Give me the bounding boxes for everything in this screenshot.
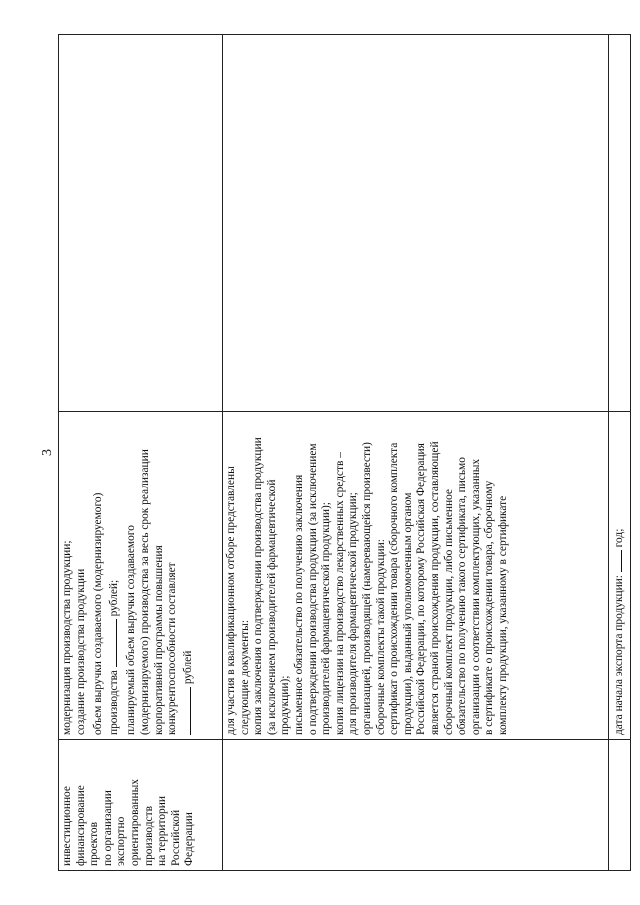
category-line: проектов (88, 822, 101, 866)
condition-line: объем выручки создаваемого (модернизируемого) (92, 492, 105, 735)
condition-line (180, 416, 196, 735)
document-line: является страной происхождения продукции, составляющей (428, 441, 441, 735)
condition-line: планируемый объем выручки создаваемого (125, 525, 138, 735)
blank-field (180, 687, 191, 735)
document-line: следующие документы: (238, 620, 251, 735)
document-line: продукции); (279, 675, 292, 735)
condition-text: рублей (181, 650, 194, 685)
condition-text: производства (107, 670, 120, 735)
category-line: ориентированных (128, 779, 141, 866)
empty-cell (609, 35, 631, 412)
category-line: по организации (101, 790, 114, 866)
condition-line: модернизация производства продукции; (61, 540, 73, 735)
export-date-cell (609, 412, 631, 740)
document-line: организации о соответствии комплектующих, указанных (469, 458, 482, 735)
export-date-suffix: год; (613, 528, 625, 548)
condition-line: (модернизируемого) производства за весь срок реализации (138, 449, 151, 735)
table-row (223, 35, 609, 871)
document-line: комплекту продукции, указанному в сертификате (496, 495, 509, 735)
document-line: сертификат о происхождении товара (сборочного комплекта (388, 442, 401, 735)
category-line: производств (142, 806, 155, 866)
document-line: производителей фармацевтической продукции); (320, 502, 333, 735)
condition-text: рублей; (107, 579, 120, 617)
document-line: в сертификате о происхождении товара, сборочному (483, 480, 496, 735)
conditions-cell (59, 412, 223, 740)
category-line: экспортно (115, 816, 128, 866)
category-line: финансирование (74, 785, 87, 866)
empty-cell (223, 35, 609, 412)
condition-line: корпоративной программы повышения (152, 545, 165, 735)
document-line: для участия в квалификационном отборе представлены (225, 466, 237, 735)
document-line: сборочный комплект продукции, либо письменное (442, 489, 455, 735)
document-line: (за исключением производителей фармацевтической (265, 479, 278, 735)
category-line: Российской (169, 809, 182, 866)
category-line: на территории (156, 796, 169, 866)
condition-line (106, 416, 122, 735)
document-line: копия лицензии на производство лекарственных средств – (333, 452, 346, 735)
blank-field (106, 619, 117, 667)
document-line: Российской Федерации, по которому Российская Федерация (415, 443, 428, 735)
condition-line: конкурентоспособности составляет (166, 562, 179, 735)
empty-cell (609, 740, 631, 871)
document-line: для производителя фармацевтической продукции; (347, 492, 360, 735)
table-row (609, 35, 631, 871)
category-text (61, 744, 197, 866)
condition-line: создание производства продукции (74, 568, 87, 735)
page-number: 3 (40, 449, 55, 456)
documents-cell (223, 412, 609, 740)
document-line: письменное обязательство по получению заключения (292, 474, 305, 735)
empty-cell (223, 740, 609, 871)
empty-cell (59, 35, 223, 412)
document-line: сборочные комплекты такой продукции: (374, 539, 387, 735)
blank-field (611, 550, 622, 572)
document-line: о подтверждении производства продукции (за исключением (306, 443, 319, 735)
conditions-table (58, 34, 631, 871)
category-cell (59, 740, 223, 871)
table-row (59, 35, 223, 871)
document-line: продукции), выданный уполномоченным органом (401, 492, 414, 735)
category-line: инвестиционное (61, 786, 73, 866)
document-line: обязательство по получению такого сертификата, письмо (456, 457, 469, 735)
document-line: копия заключения о подтверждении производства продукции (252, 437, 265, 735)
document-line: организацией, производящей (намеревающейся произвести) (360, 442, 373, 735)
category-line: Федерации (183, 812, 196, 866)
export-date-label: дата начала экспорта продукции: (613, 575, 625, 735)
